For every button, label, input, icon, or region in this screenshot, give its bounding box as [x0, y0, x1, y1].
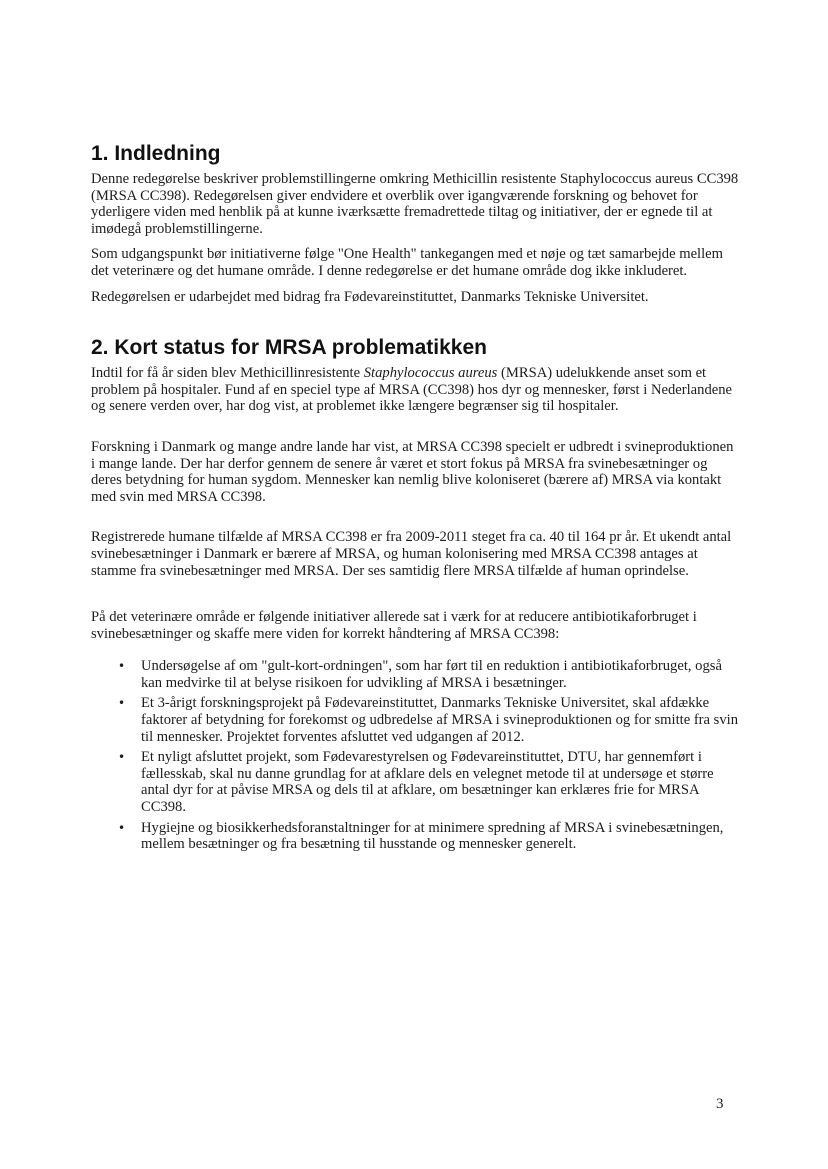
page-content: [91, 141, 739, 857]
initiatives-list: [91, 658, 739, 853]
bullet-icon: •: [118, 696, 126, 711]
list-item-text: Hygiejne og biosikkerhedsforanstaltninger for at minimere spredning af MRSA i svinebesætningen, mellem besætninger og fra besætning til husstande og mennesker generelt.: [141, 819, 724, 853]
section-1-heading: 1. Indledning: [91, 142, 221, 165]
section-2-heading: 2. Kort status for MRSA problematikken: [91, 336, 487, 360]
list-item: [118, 749, 739, 815]
list-item-text: Et nyligt afsluttet projekt, som Fødevarestyrelsen og Fødevareinstituttet, DTU, har gennemført i fællesskab, skal nu danne grundlag for at afklare dels en velegnet metode til at undersøge et større antal dyr for at påvise MRSA og dels til at afklare, om besætninger kan erklæres frie for MRSA CC398.: [141, 749, 714, 816]
section-1-paragraph-1: Denne redegørelse beskriver problemstillingerne omkring Methicillin resistente Staphylococcus aureus CC398 (MRSA CC398). Redegørelsen giver endvidere et overblik over igangværende forskning og behovet for yderligere viden med henblik på at kunne iværksætte fremadrettede tiltag og initiativer, der er egnede til at imødegå problemstillingerne.: [91, 171, 739, 237]
page-number: 3: [716, 1096, 724, 1112]
list-item-text: Et 3-årigt forskningsprojekt på Fødevareinstituttet, Danmarks Tekniske Universitet, skal afdække faktorer af betydning for forekomst og udbredelse af MRSA i svineproduktionen og for smitte fra svin til mennesker. Projektet forventes afsluttet ved udgangen af 2012.: [141, 695, 738, 745]
list-item: [118, 658, 739, 691]
section-2-paragraph-4: På det veterinære område er følgende initiativer allerede sat i værk for at reducere antibiotikaforbruget i svinebesætninger og skaffe mere viden for korrekt håndtering af MRSA CC398:: [91, 609, 697, 642]
bullet-icon: •: [118, 659, 126, 674]
section-2-paragraph-3: Registrerede humane tilfælde af MRSA CC398 er fra 2009-2011 steget fra ca. 40 til 164 pr år. Et ukendt antal svinebesætninger i Danmark er bærere af MRSA, og human kolonisering med MRSA CC398 antages at stamme fra svinebesætninger med MRSA. Der ses samtidig flere MRSA tilfælde af human oprindelse.: [91, 529, 732, 579]
section-2-paragraph-1: [91, 365, 739, 415]
paragraph-text: Indtil for få år siden blev Methicillinresistente: [91, 365, 364, 382]
section-1-paragraph-2: Som udgangspunkt bør initiativerne følge "One Health" tankegangen med et nøje og tæt samarbejde mellem det veterinære og det humane område. I denne redegørelse er det humane område dog ikke inkluderet.: [91, 246, 723, 279]
paragraph-text: (MRSA) udelukkende anset som et problem på hospitaler. Fund af en speciel type af MRSA (CC398) hos dyr og mennesker, først i Nederlandene og senere verden over, har dog vist, at problemet ikke længere begrænser sig til hospitaler.: [91, 365, 732, 415]
list-item-text: Undersøgelse af om "gult-kort-ordningen", som har ført til en reduktion i antibiotikaforbruget, også kan medvirke til at belyse risikoen for udvikling af MRSA i besætninger.: [141, 658, 722, 691]
bullet-icon: •: [118, 820, 126, 835]
bullet-icon: •: [118, 750, 126, 765]
species-name: Staphylococcus aureus: [363, 365, 498, 382]
list-item: [118, 820, 739, 853]
section-1-paragraph-3: Redegørelsen er udarbejdet med bidrag fra Fødevareinstituttet, Danmarks Tekniske Universitet.: [91, 288, 649, 305]
list-item: [118, 695, 739, 745]
section-2-paragraph-2: Forskning i Danmark og mange andre lande har vist, at MRSA CC398 specielt er udbredt i svineproduktionen i mange lande. Der har derfor gennem de senere år været et stort fokus på MRSA fra svinebesætninger og deres betydning for human sygdom. Mennesker kan nemlig blive koloniseret (bærere af) MRSA via kontakt med svin med MRSA CC398.: [91, 438, 734, 505]
